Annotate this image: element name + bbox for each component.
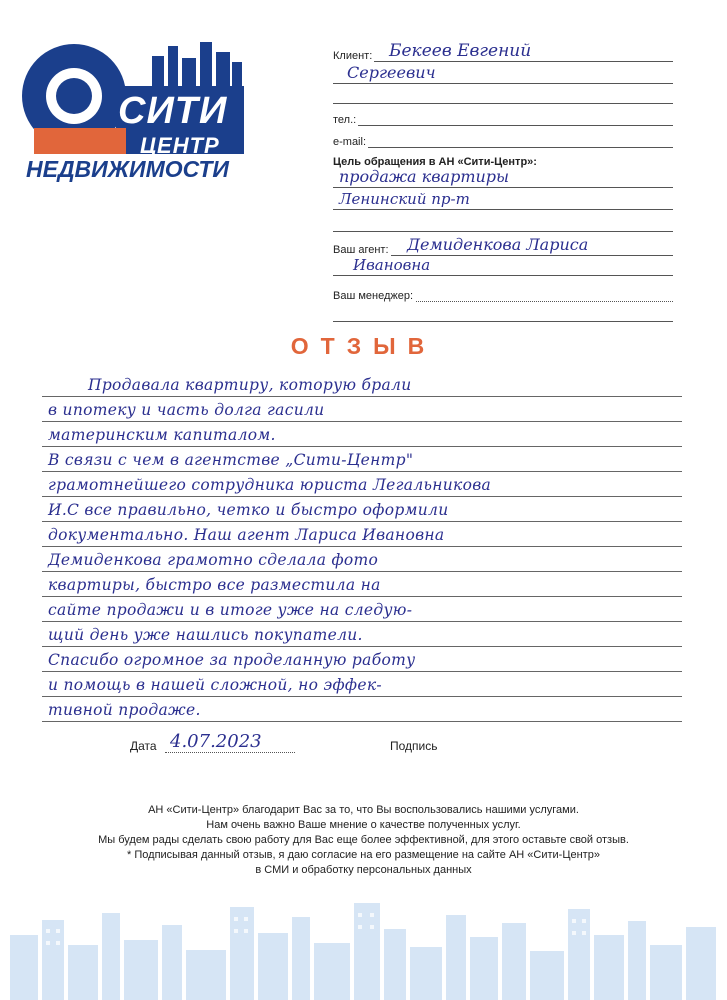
phone-label: тел.: xyxy=(333,114,357,126)
review-line xyxy=(42,697,682,722)
logo-word-centr: ЦЕНТР xyxy=(140,133,220,158)
city-skyline-decoration xyxy=(0,895,727,1000)
review-line-text: Спасибо огромное за проделанную работу xyxy=(48,651,416,669)
review-line xyxy=(42,647,682,672)
date-line xyxy=(165,752,295,753)
purpose-value-2: Ленинский пр-т xyxy=(339,190,470,208)
agent-label: Ваш агент: xyxy=(333,244,389,256)
review-line xyxy=(42,547,682,572)
review-line xyxy=(42,372,682,397)
review-line-text: и помощь в нашей сложной, но эффек- xyxy=(48,676,382,694)
client-value-1: Бекеев Евгений xyxy=(389,41,532,61)
purpose-value-1: продажа квартиры xyxy=(339,167,510,186)
review-line-text: документально. Наш агент Лариса Ивановна xyxy=(48,526,445,544)
review-line xyxy=(42,572,682,597)
review-line xyxy=(42,597,682,622)
manager-row-2 xyxy=(333,298,673,324)
review-line xyxy=(42,497,682,522)
note-line: в СМИ и обработку персональных данных xyxy=(255,864,472,876)
signature-label: Подпись xyxy=(390,739,438,753)
manager-label: Ваш менеджер: xyxy=(333,290,414,302)
purpose-row-3 xyxy=(333,208,673,234)
purpose-label: Цель обращения в АН «Сити-Центр»: xyxy=(333,156,537,168)
agent-row-2[interactable] xyxy=(333,252,673,278)
review-line-text: квартиры, быстро все разместила на xyxy=(48,576,381,594)
review-line-text: щий день уже нашлись покупатели. xyxy=(48,626,363,644)
review-line xyxy=(42,622,682,647)
review-line-text: Продавала квартиру, которую брали xyxy=(88,376,412,394)
review-line-text: сайте продажи и в итоге уже на следую- xyxy=(48,601,413,619)
company-logo xyxy=(22,38,252,188)
review-line xyxy=(42,447,682,472)
note-line: АН «Сити-Центр» благодарит Вас за то, что Вы воспользовались нашими услугами. xyxy=(148,804,579,816)
date-label: Дата xyxy=(130,739,157,753)
review-line xyxy=(42,397,682,422)
review-line-text: материнским капиталом. xyxy=(48,426,276,444)
date-value[interactable]: 4.07.2023 xyxy=(170,731,262,752)
email-label: e-mail: xyxy=(333,136,367,148)
agent-value-1: Демиденкова Лариса xyxy=(407,235,589,254)
review-line xyxy=(42,522,682,547)
review-line xyxy=(42,422,682,447)
logo-word-siti: СИТИ xyxy=(118,90,228,132)
review-line-text: В связи с чем в агентстве „Сити-Центр" xyxy=(48,451,414,469)
footer-note xyxy=(30,803,697,878)
review-title: ОТЗЫВ xyxy=(290,333,437,359)
review-line-text: Демиденкова грамотно сделала фото xyxy=(48,551,379,569)
note-line: Нам очень важно Ваше мнение о качестве полученных услуг. xyxy=(206,819,521,831)
logo-word-nedvizhimosti: НЕДВИЖИМОСТИ xyxy=(26,156,229,182)
client-value-2: Сергеевич xyxy=(347,63,436,82)
review-line-text: в ипотеку и часть долга гасили xyxy=(48,401,325,419)
review-line-text: И.С все правильно, четко и быстро оформили xyxy=(48,501,449,519)
note-line: * Подписывая данный отзыв, я даю согласие на его размещение на сайте АН «Сити-Центр» xyxy=(127,849,600,861)
review-line xyxy=(42,472,682,497)
review-line xyxy=(42,672,682,697)
review-line-text: грамотнейшего сотрудника юриста Легальникова xyxy=(48,476,492,494)
note-line: Мы будем рады сделать свою работу для Вас еще более эффективной, для этого оставьте свой отзыв. xyxy=(98,834,629,846)
agent-value-2: Ивановна xyxy=(353,256,431,274)
review-line-text: тивной продаже. xyxy=(48,701,201,719)
client-label: Клиент: xyxy=(333,50,373,62)
